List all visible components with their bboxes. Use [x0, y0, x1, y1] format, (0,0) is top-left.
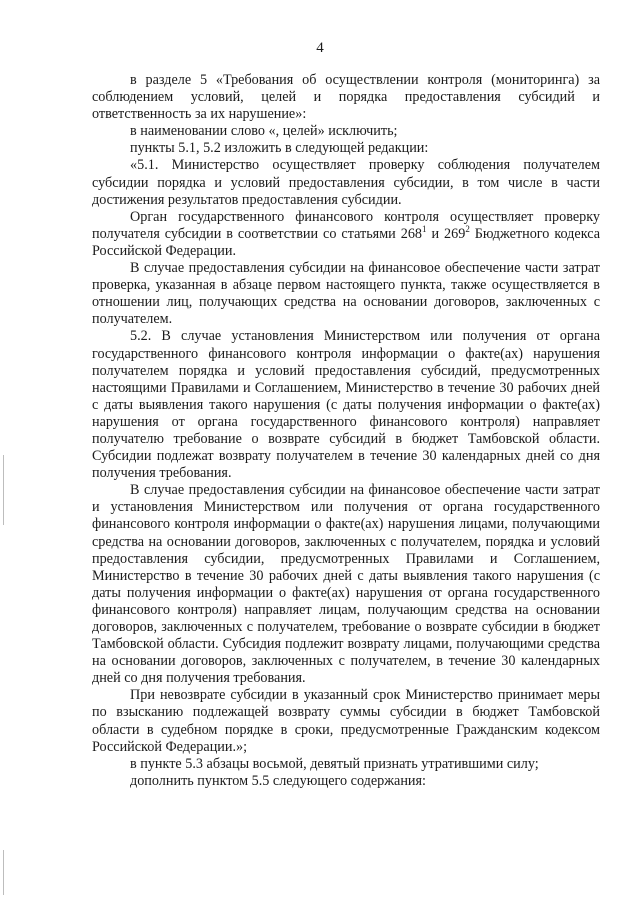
paragraph-section5-intro: в разделе 5 «Требования об осуществлении контроля (мониторинга) за соблюдением условий, целей и порядка предоставления субсидий и ответственность за их нарушение»: [92, 72, 600, 123]
paragraph-financial-control [92, 209, 600, 260]
paragraph-5-2: 5.2. В случае установления Министерством или получения от органа государственного финансового контроля информации о факте(ах) нарушения получателем порядка и условий предоставления субсидий, предусмотренных настоящими Правилами и Соглашением, Министерство в течение 30 рабочих дней с даты выявления такого нарушения (с даты получения информации о факте(ах) нарушения от органа государственного финансового контроля) направляет получателю требование о возврате субсидий в бюджет Тамбовской области. Субсидии подлежат возврату получателем в течение 30 календарных дней со дня получения требования. [92, 328, 600, 482]
article-superscript-2: 2 [465, 223, 470, 234]
paragraph-5-3-change: в пункте 5.3 абзацы восьмой, девятый признать утратившими силу; [130, 755, 539, 772]
page-number: 4 [316, 40, 324, 56]
paragraph-points-intro: пункты 5.1, 5.2 изложить в следующей редакции: [130, 140, 429, 157]
paragraph-title-change: в наименовании слово «, целей» исключить; [130, 123, 398, 140]
paragraph-partial-costs: В случае предоставления субсидии на финансовое обеспечение части затрат проверка, указанная в абзаце первом настоящего пункта, также осуществляется в отношении лиц, получающих средства на основании договоров, заключенных с получателем. [92, 260, 600, 328]
article-superscript-1: 1 [422, 223, 427, 234]
paragraph-contract-recipients: В случае предоставления субсидии на финансовое обеспечение части затрат и установления Министерством или получения от органа государственного финансового контроля информации о факте(ах) нарушения лицами, получающими средства на основании договоров, заключенных с получателем, порядка и условий предоставления субсидии, предусмотренных Правилами и Соглашением, Министерство в течение 30 рабочих дней с даты выявления такого нарушения (с даты получения информации о факте(ах) нарушения от органа государственного финансового контроля) направляет лицам, получающим средства на основании договоров, заключенных с получателем, требование о возврате субсидии в бюджет Тамбовской области. Субсидия подлежит возврату лицами, получающими средства на основании договоров, заключенных с получателем, в течение 30 календарных дней со дня получения требования. [92, 482, 600, 687]
paragraph-5-5-addition: дополнить пунктом 5.5 следующего содержания: [130, 772, 426, 789]
paragraph-financial-control-text-3: Бюджетного кодекса Российской Федерации. [92, 225, 601, 259]
scan-margin-mark [3, 850, 4, 895]
paragraph-financial-control-text-1: Орган государственного финансового контроля осуществляет проверку получателя субсидии в соответствии со статьями 268 [92, 208, 600, 242]
document-body [92, 72, 600, 790]
paragraph-financial-control-text-2: и 269 [426, 225, 466, 242]
paragraph-non-return: При невозврате субсидии в указанный срок Министерство принимает меры по взысканию подлежащей возврату суммы субсидии в бюджет Тамбовской области в судебном порядке в сроки, предусмотренные Гражданским кодексом Российской Федерации.»; [92, 687, 600, 755]
scan-margin-mark [3, 455, 4, 525]
paragraph-5-1: «5.1. Министерство осуществляет проверку соблюдения получателем субсидии порядка и условий предоставления субсидии, в том числе в части достижения результатов предоставления субсидии. [92, 157, 600, 208]
